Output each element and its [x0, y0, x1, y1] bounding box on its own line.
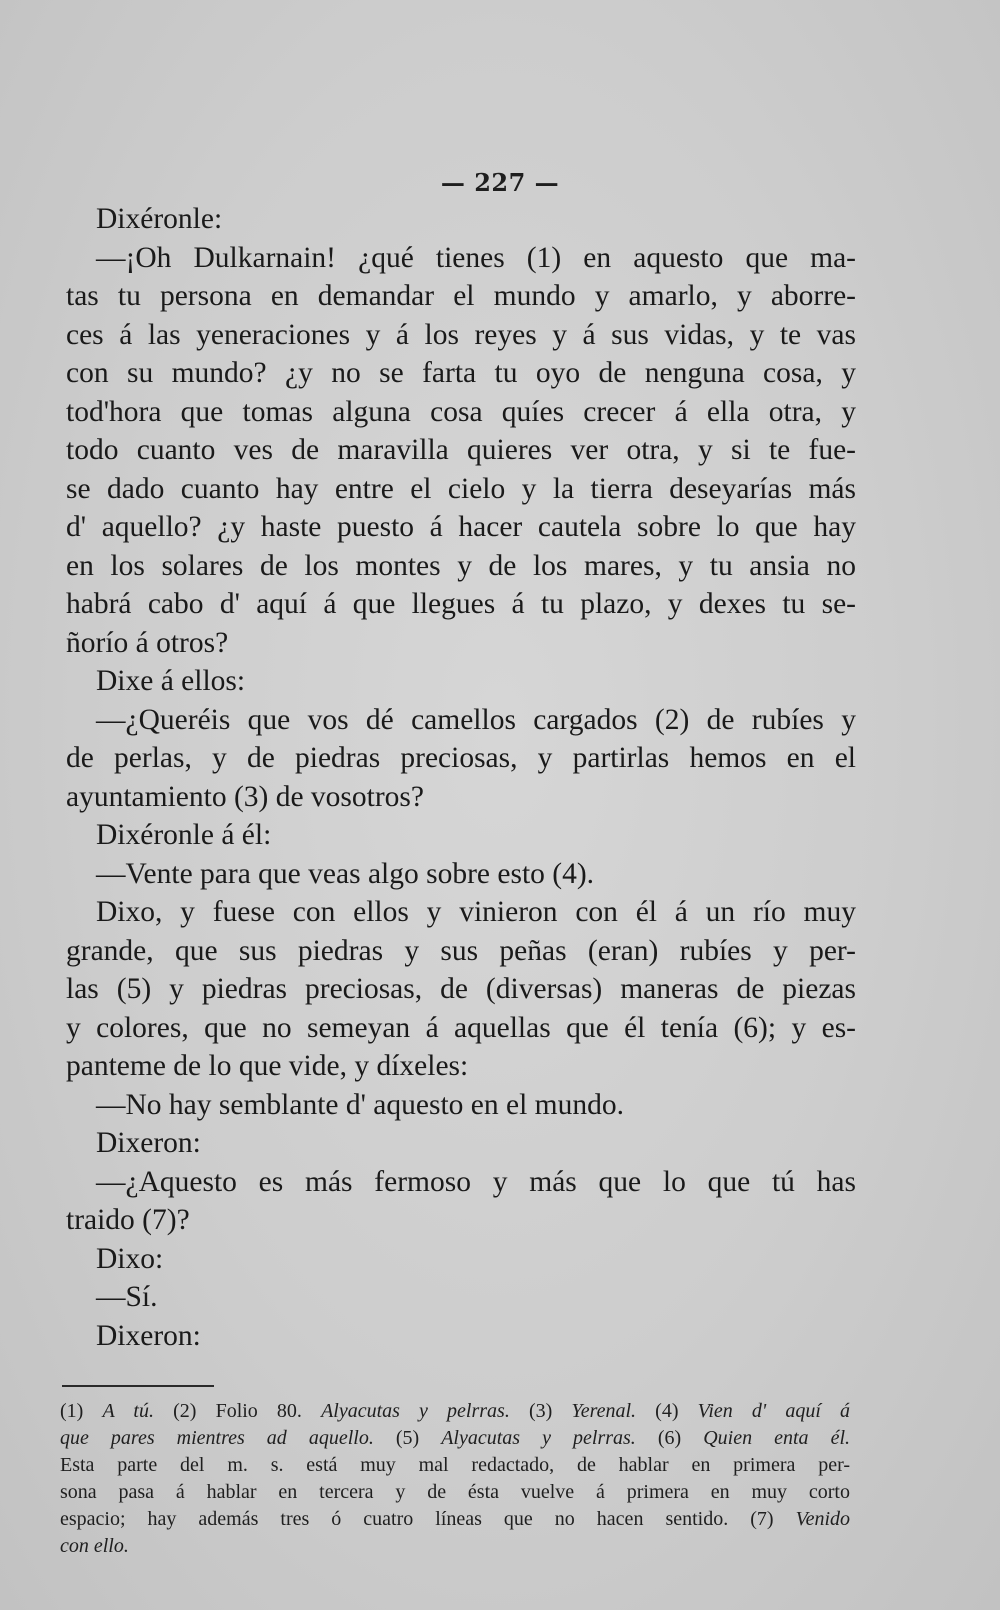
footnote-segment: Alyacutas y pelrras.	[441, 1427, 636, 1449]
text-line: ñorío á otros?	[66, 626, 229, 659]
footnote-segment: (5)	[373, 1427, 442, 1449]
footnote-segment: Venido	[795, 1508, 850, 1530]
text-line: tas tu persona en demandar el mundo y amarlo, y aborre-	[66, 280, 856, 312]
text-line: en los solares de los montes y de los mares, y tu ansia no	[66, 549, 856, 582]
text-line: de perlas, y de piedras preciosas, y partirlas hemos en el	[66, 742, 856, 774]
footnote-line	[60, 1506, 850, 1533]
text-line: —¿Queréis que vos dé camellos cargados (2) de rubíes y	[96, 703, 856, 736]
footnote-segment: Yerenal.	[571, 1400, 637, 1422]
footnote-segment: Esta parte del m. s. está muy mal redactado, de hablar en primera per-	[60, 1454, 850, 1476]
footnote-segment: sona pasa á hablar en tercera y de ésta vuelve á primera en muy corto	[60, 1481, 850, 1503]
text-line: Dixe á ellos:	[96, 665, 246, 697]
footnote-segment: Vien d' aquí á	[697, 1400, 851, 1422]
footnote-segment: (6)	[635, 1427, 704, 1449]
page-number: — 227 —	[440, 168, 560, 197]
text-line: y colores, que no semeyan á aquellas que él tenía (6); y es-	[66, 1011, 856, 1044]
footnote-segment: espacio; hay además tres ó cuatro líneas que no hacen sentido. (7)	[60, 1508, 796, 1530]
text-line: —No hay semblante d' aquesto en el mundo.	[96, 1088, 625, 1121]
text-line: Dixo:	[96, 1242, 164, 1275]
text-line: ayuntamiento (3) de vosotros?	[66, 780, 425, 813]
text-line: ces á las yeneraciones y á los reyes y á sus vidas, y te vas	[66, 318, 856, 351]
footnote-line	[60, 1398, 850, 1425]
footnote-segment: (4)	[636, 1400, 698, 1422]
footnote-line	[60, 1533, 850, 1560]
footnotes	[60, 1398, 850, 1560]
footnote-segment: que pares mientres ad aquello.	[60, 1427, 374, 1449]
footnote-line	[60, 1479, 850, 1506]
text-line: grande, que sus piedras y sus peñas (eran) rubíes y per-	[66, 934, 856, 967]
text-line: d' aquello? ¿y haste puesto á hacer cautela sobre lo que hay	[66, 511, 856, 543]
text-line: —Sí.	[96, 1281, 158, 1313]
text-line: tod'hora que tomas alguna cosa quíes crecer á ella otra, y	[66, 395, 856, 428]
text-line: con su mundo? ¿y no se farta tu oyo de nenguna cosa, y	[66, 357, 856, 389]
text-line: todo cuanto ves de maravilla quieres ver otra, y si te fue-	[66, 434, 856, 466]
footnote-line	[60, 1452, 850, 1479]
text-line: —¿Aquesto es más fermoso y más que lo que tú has	[96, 1165, 856, 1198]
body-text	[66, 200, 856, 1355]
footnote-rule	[62, 1385, 214, 1387]
text-line: habrá cabo d' aquí á que llegues á tu plazo, y dexes tu se-	[66, 588, 856, 620]
text-line: panteme de lo que vide, y díxeles:	[66, 1050, 469, 1082]
text-line: las (5) y piedras preciosas, de (diversas) maneras de piezas	[66, 973, 856, 1005]
text-line: —Vente para que veas algo sobre esto (4).	[96, 857, 595, 890]
footnote-segment: (2) Folio 80.	[154, 1400, 322, 1422]
footnote-segment: A tú.	[102, 1400, 154, 1422]
text-line: se dado cuanto hay entre el cielo y la tierra deseyarías más	[66, 472, 856, 505]
text-line: Dixéronle á él:	[96, 819, 272, 851]
footnote-segment: Quien enta él.	[703, 1427, 851, 1449]
footnote-segment: con ello.	[60, 1535, 129, 1557]
text-line: traido (7)?	[66, 1204, 190, 1236]
text-line: Dixo, y fuese con ellos y vinieron con él á un río muy	[96, 896, 856, 928]
text-line: —¡Oh Dulkarnain! ¿qué tienes (1) en aquesto que ma-	[96, 241, 856, 274]
footnote-segment: (1)	[60, 1400, 103, 1422]
text-line: Dixéronle:	[96, 203, 223, 235]
footnote-segment: Alyacutas y pelrras.	[321, 1400, 510, 1422]
text-line: Dixeron:	[96, 1319, 201, 1352]
footnote-line	[60, 1425, 850, 1452]
text-line: Dixeron:	[96, 1127, 201, 1159]
footnote-segment: (3)	[509, 1400, 572, 1422]
